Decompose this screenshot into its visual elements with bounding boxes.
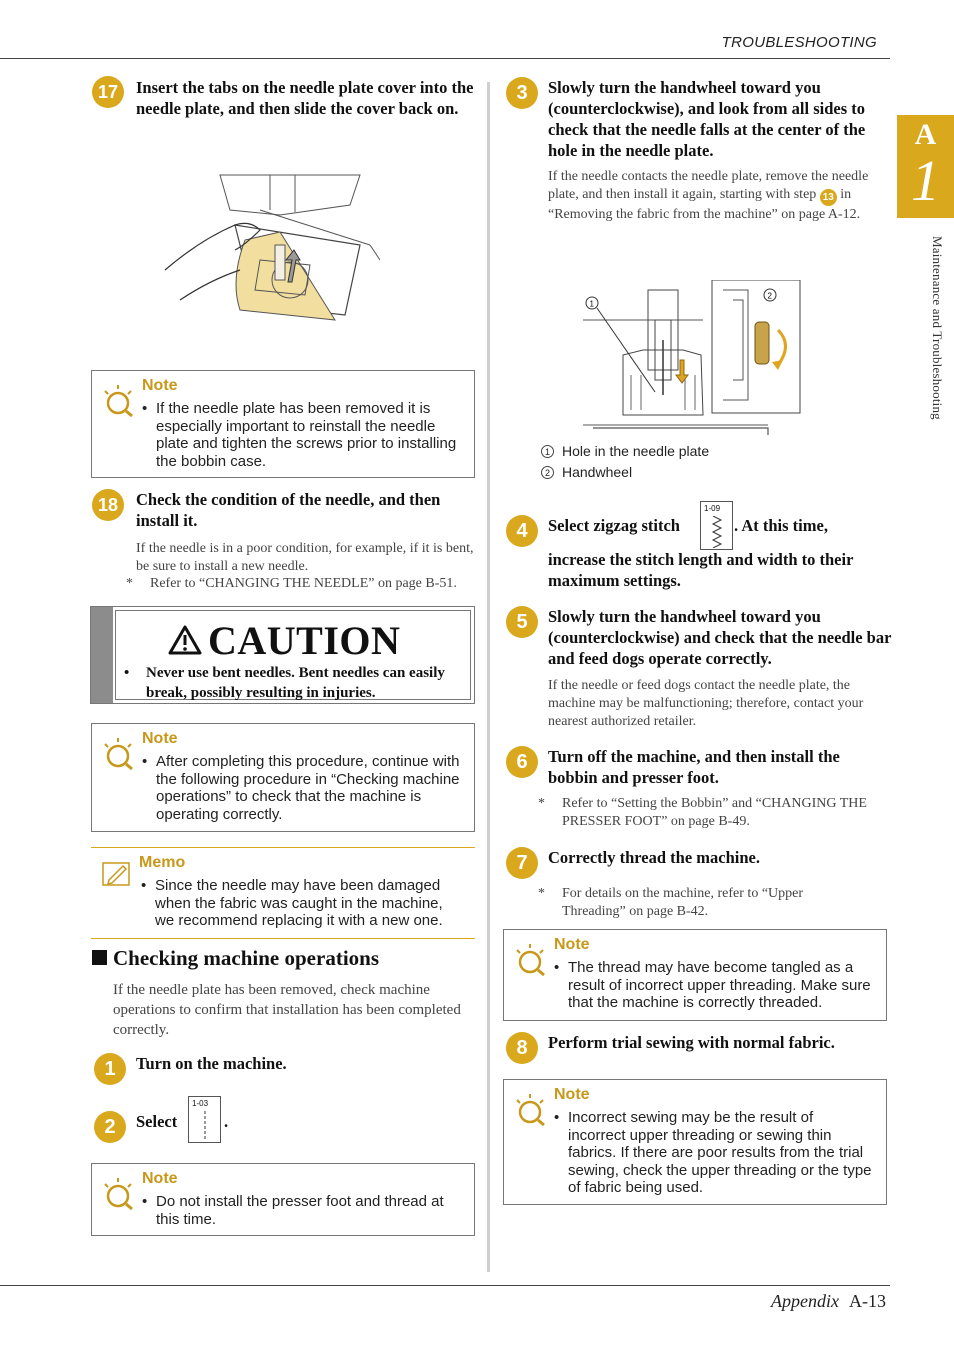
- note-label: Note: [142, 730, 178, 747]
- svg-text:1: 1: [589, 299, 594, 309]
- note-icon: [512, 1092, 546, 1126]
- note-label: Note: [142, 377, 178, 394]
- note-label: Note: [142, 1170, 178, 1187]
- note-text: • After completing this procedure, continue with the following procedure in “Checking machine operations” to check that the machine is operating correctly.: [142, 753, 460, 823]
- chapter-side-title: Maintenance and Troubleshooting: [930, 236, 945, 420]
- caution-inner: [115, 610, 471, 700]
- chapter-tab-number: 1: [911, 148, 940, 213]
- step-6-text: Turn off the machine, and then install the bobbin and presser foot.: [548, 747, 840, 787]
- note-text: • Incorrect sewing may be the result of incorrect upper threading or sewing thin fabrics. If there are poor results from the trial sewing, check the upper threading or the type of fabric being used.: [554, 1109, 872, 1196]
- step-17-text: Insert the tabs on the needle plate cover into the needle plate, and then slide the cover back on.: [136, 78, 474, 118]
- step-4-text-cont: increase the stitch length and width to their maximum settings.: [548, 550, 854, 590]
- page-number: A-13: [849, 1291, 886, 1311]
- step-2-text: Select: [136, 1112, 178, 1131]
- step-badge-8: 8: [506, 1032, 538, 1064]
- note-icon: [512, 942, 546, 976]
- step-badge-5: 5: [506, 606, 538, 638]
- step-18-body: If the needle is in a poor condition, for example, if it is bent, be sure to install a new needle.: [136, 541, 474, 574]
- note-icon: [100, 383, 134, 417]
- step-badge-1: 1: [94, 1053, 126, 1085]
- section-square-icon: [92, 950, 107, 965]
- svg-text:2: 2: [767, 291, 772, 301]
- step-8-text: Perform trial sewing with normal fabric.: [548, 1033, 835, 1052]
- footer: [771, 1291, 886, 1312]
- footer-rule: [0, 1285, 890, 1286]
- caution-title: CAUTION: [208, 618, 401, 663]
- section-body: If the needle plate has been removed, check machine operations to confirm that installation has been completed correctly.: [113, 982, 461, 1038]
- warning-icon: [168, 625, 202, 655]
- needle-handwheel-illustration: [583, 280, 803, 440]
- section-title: Checking machine operations: [92, 946, 379, 971]
- step-4-text: Select zigzag stitch: [548, 516, 680, 535]
- needle-plate-cover-illustration: [160, 170, 380, 335]
- legend-item-hole: 1 Hole in the needle plate: [541, 443, 709, 459]
- caution-text: • Never use bent needles. Bent needles can easily break, possibly resulting in injuries.: [124, 665, 445, 701]
- chapter-tab-letter: A: [914, 118, 937, 151]
- note-icon: [100, 1176, 134, 1210]
- note-box-procedure: [91, 723, 475, 832]
- zigzag-stitch-icon: 1-09: [700, 501, 733, 550]
- note-box-presser-foot: [91, 1163, 475, 1236]
- note-box-needle-plate: [91, 370, 475, 478]
- step-1-text: Turn on the machine.: [136, 1054, 287, 1073]
- straight-stitch-icon: 1-03: [188, 1096, 221, 1143]
- chapter-tab: [897, 115, 954, 218]
- step-18-text: Check the condition of the needle, and then install it.: [136, 490, 441, 530]
- step-3-text: Slowly turn the handwheel toward you (counterclockwise), and look from all sides to check that the needle falls at the center of the hole in the needle plate.: [548, 78, 866, 160]
- step-badge-3: 3: [506, 77, 538, 109]
- step-badge-2: 2: [94, 1111, 126, 1143]
- legend-item-handwheel: 2 Handwheel: [541, 464, 632, 480]
- step-badge-6: 6: [506, 746, 538, 778]
- header-rule: [0, 58, 890, 59]
- step-5-body: If the needle or feed dogs contact the needle plate, the machine may be malfunctioning; therefore, contact your nearest authorized retailer.: [548, 678, 864, 729]
- footer-section: Appendix: [771, 1291, 839, 1311]
- step-5-text: Slowly turn the handwheel toward you (counterclockwise) and check that the needle bar and feed dogs operate correctly.: [548, 607, 892, 668]
- note-text: • If the needle plate has been removed it is especially important to reinstall the needle plate and tighten the screws prior to installing the bobbin case.: [142, 400, 457, 470]
- memo-label: Memo: [139, 854, 186, 871]
- step-badge-7: 7: [506, 847, 538, 879]
- note-box-trial-sewing: [503, 1079, 887, 1205]
- note-icon: [100, 736, 134, 770]
- caution-bar: [91, 607, 113, 703]
- step-4-text-suffix: . At this time,: [734, 516, 828, 535]
- memo-box: [91, 847, 475, 939]
- note-text: • Do not install the presser foot and thread at this time.: [142, 1193, 444, 1228]
- running-header: TROUBLESHOOTING: [721, 34, 877, 51]
- memo-icon: [101, 860, 133, 888]
- step-badge-4: 4: [506, 515, 538, 547]
- step-7-text: Correctly thread the machine.: [548, 848, 761, 867]
- caution-box: [90, 606, 475, 704]
- step-badge-18: 18: [92, 489, 124, 521]
- memo-text: • Since the needle may have been damaged when the fabric was caught in the machine, we recommend replacing it with a new one.: [141, 877, 443, 929]
- step-3-body: If the needle contacts the needle plate, remove the needle plate, and then install it again, starting with step 13 in “Removing the fabric from the machine” on page A-12.: [548, 169, 869, 222]
- note-label: Note: [554, 1086, 590, 1103]
- note-box-threading: [503, 929, 887, 1021]
- note-text: • The thread may have become tangled as a result of incorrect upper threading. Make sure that the machine is correctly threaded.: [554, 959, 871, 1011]
- note-label: Note: [554, 936, 590, 953]
- column-divider: [487, 82, 490, 1272]
- step-2-period: .: [224, 1112, 229, 1131]
- inline-step-badge-13: 13: [820, 189, 837, 206]
- step-badge-17: 17: [92, 76, 124, 108]
